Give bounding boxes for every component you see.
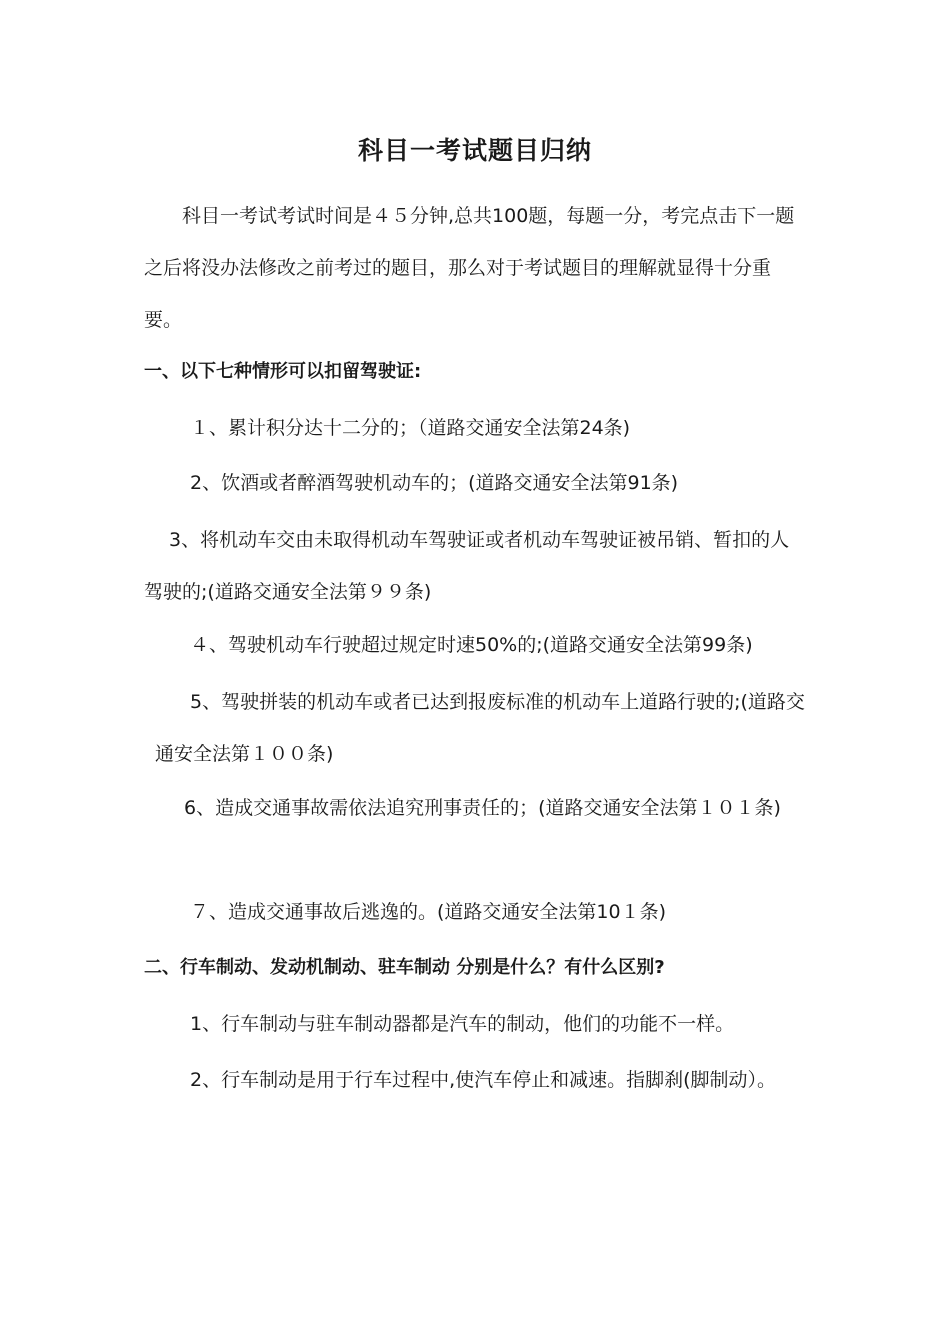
list-item: 5、驾驶拼装的机动车或者已达到报废标准的机动车上道路行驶的;(道路交通安全法第１００条) — [155, 691, 805, 765]
intro-paragraph: 科目一考试考试时间是４５分钟,总共100题，每题一分，考完点击下一题之后将没办法修改之前考过的题目，那么对于考试题目的理解就显得十分重要。 — [144, 205, 795, 331]
section-heading-2: 二、行车制动、发动机制动、驻车制动 分别是什么？有什么区别? — [144, 957, 665, 978]
section-heading-1: 一、以下七种情形可以扣留驾驶证: — [144, 361, 422, 382]
list-item: 2、行车制动是用于行车过程中,使汽车停止和减速。指脚刹(脚制动）。 — [190, 1069, 777, 1091]
list-item: 2、饮酒或者醉酒驾驶机动车的；(道路交通安全法第91条) — [190, 472, 679, 494]
list-item: 3、将机动车交由未取得机动车驾驶证或者机动车驾驶证被吊销、暂扣的人驾驶的;(道路交通安全法第９９条) — [144, 529, 790, 603]
list-item: ７、造成交通事故后逃逸的。(道路交通安全法第10１条) — [190, 901, 667, 923]
list-item: ４、驾驶机动车行驶超过规定时速50%的;(道路交通安全法第99条) — [190, 634, 753, 656]
list-item: １、累计积分达十二分的；（道路交通安全法第24条) — [190, 417, 631, 439]
document-title: 科目一考试题目归纳 — [357, 136, 592, 165]
list-item: 6、造成交通事故需依法追究刑事责任的；(道路交通安全法第１０１条) — [184, 797, 781, 819]
list-item: 1、行车制动与驻车制动器都是汽车的制动，他们的功能不一样。 — [190, 1013, 735, 1035]
